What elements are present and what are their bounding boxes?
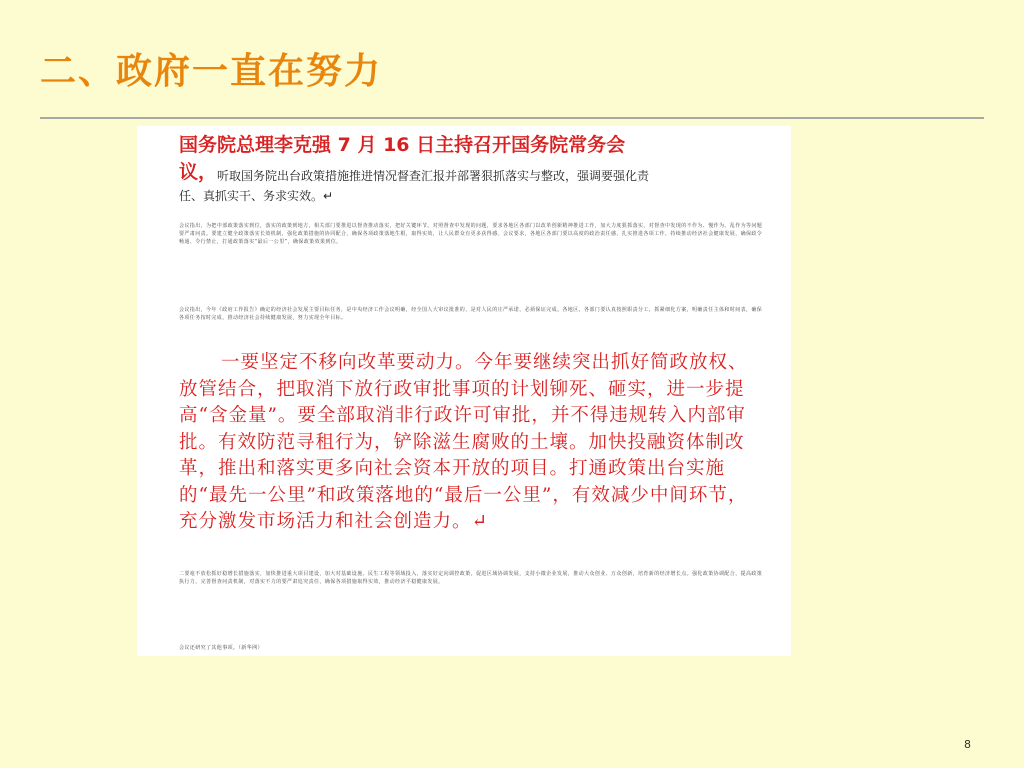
document-screenshot <box>137 126 791 656</box>
document-headline-continuation: 议， <box>179 161 218 183</box>
document-headline: 国务院总理李克强 7 月 16 日主持召开国务院常务会 <box>179 134 626 156</box>
document-emphasis-paragraph: 一要坚定不移向改革要动力。今年要继续突出抓好简政放权、放管结合，把取消下放行政审批事项的计划铆死、砸实，进一步提高“含金量”。要全部取消非行政许可审批，并不得违规转入内部审批。有效防范寻租行为，铲除滋生腐败的土壤。加快投融资体制改革，推出和落实更多向社会资本开放的项目。打通政策出台实施的“最先一公里”和政策落地的“最后一公里”，有效减少中间环节，充分激发市场活力和社会创造力。↵ <box>179 352 748 532</box>
document-paragraph-2: 会议指出，今年《政府工作报告》确定的经济社会发展主要目标任务，是中央经济工作会议明确，经全国人大审议批准的，是对人民的庄严承诺，必须保证完成。各地区、各部门要认真按照职责分工，抓紧细化方案，明确责任主体和时间表，确保各项任务按时完成，推动经济社会持续健康发展，努力实现全年目标。 <box>179 307 763 321</box>
document-paragraph-4: 二要毫不放松抓好稳增长措施落实，加快推进重大项目建设，加大对基础设施、民生工程等领域投入，落实好定向调控政策，促进区域协调发展，支持小微企业发展，推动大众创业、万众创新，培育新的经济增长点。强化政策协调配合，提高政策执行力，完善督查问责机制，对落实不力的要严肃追究责任，确保各项措施取得实效，推动经济平稳健康发展。 <box>179 571 763 585</box>
slide-number: 8 <box>964 738 971 751</box>
document-paragraph-1: 会议指出，为把中部政策落实到位，落实的政策到地方，相关部门要推进以督查推动落实，把好关键环节。对照督查中发现的问题，要求各地区各部门以改革创新精神推进工作，加大力度狠抓落实，对督查中发现的不作为、慢作为、乱作为等问题要严肃问责。要建立健全政策落实长效机制，强化政策措施的协同配合，确保各项政策落地生根，取得实效，让人民群众有更多获得感。会议要求，各地区各部门要以高度的政治责任感，扎实推进各项工作，持续推动经济社会健康发展，确保政令畅通、令行禁止，打通政策落实“最后一公里”，确保政策效果到位。 <box>179 223 763 245</box>
title-divider <box>40 117 984 119</box>
slide-title: 二、政府一直在努力 <box>40 51 383 92</box>
document-paragraph-5: 会议还研究了其他事项。（新华网） <box>179 645 263 651</box>
document-lead-continuation: 任、真抓实干、务求实效。↵ <box>179 189 334 203</box>
document-lead: 听取国务院出台政策措施推进情况督查汇报并部署狠抓落实与整改，强调要强化责 <box>217 169 650 183</box>
